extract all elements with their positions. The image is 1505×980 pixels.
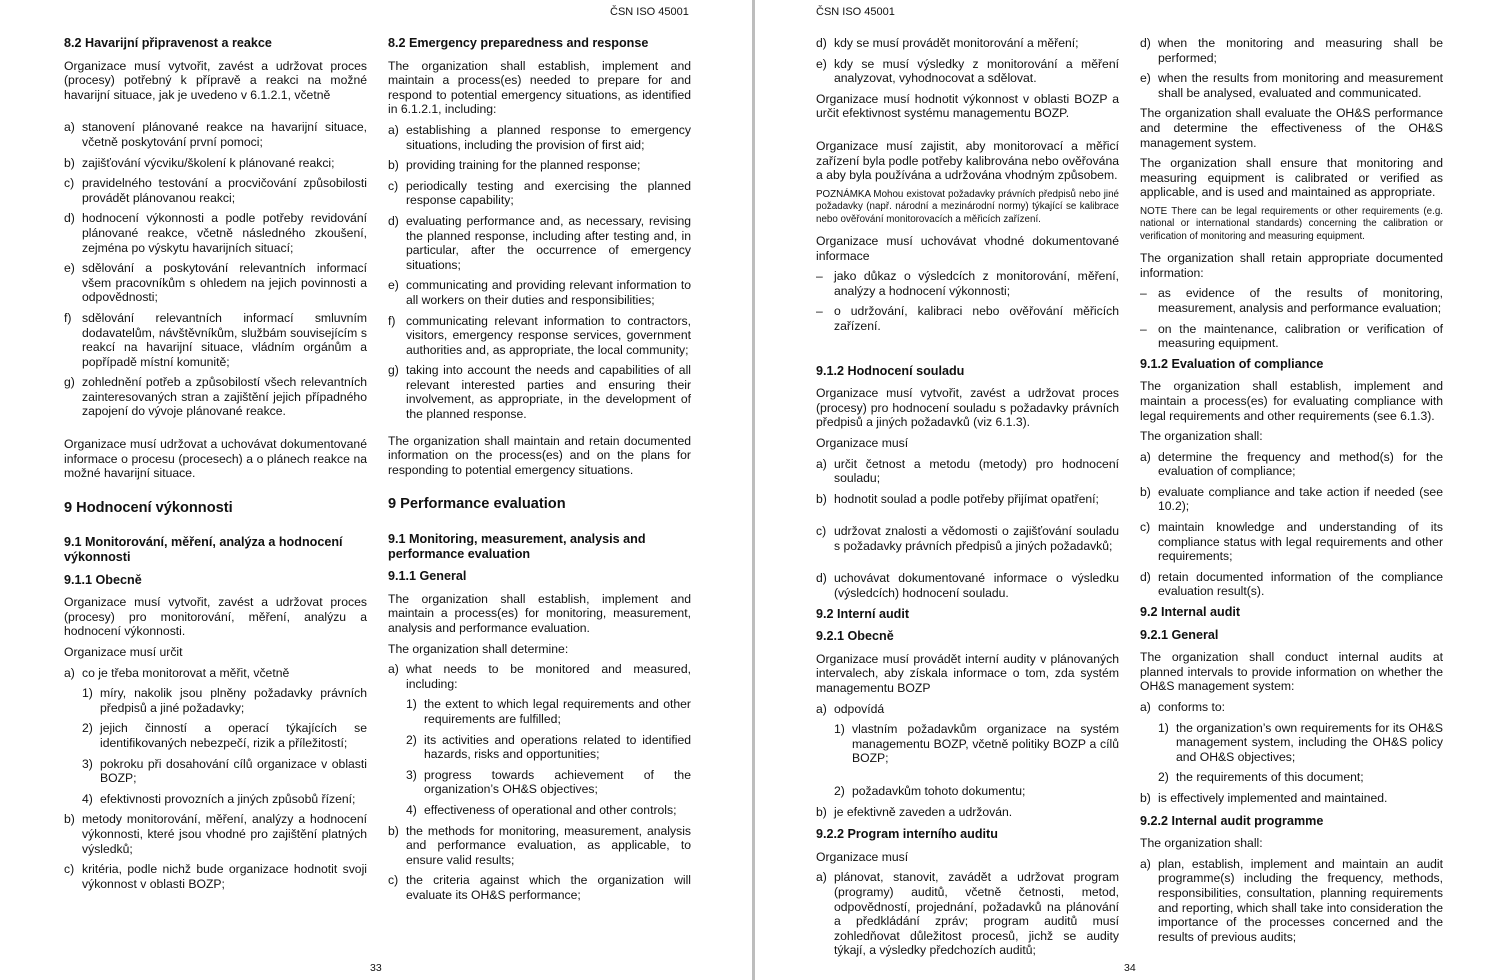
list-item: a) určit četnost a metodu (metody) pro hodnocení souladu; (816, 456, 1119, 486)
paragraph: Organizace musí zajistit, aby monitorovací a měřicí zařízení byla podle potřeby kalibrována nebo ověřována a aby byla používána a udržována vhodným způsobem. (816, 138, 1119, 183)
list-item: b) je efektivně zaveden a udržován. (816, 804, 1013, 819)
paragraph: The organization shall establish, implement and maintain a process(es) needed to prepare for and respond to potential emergency situations, as identified in 6.1.2.1, including: (388, 58, 691, 117)
paragraph: The organization shall: (1140, 836, 1263, 851)
list-item: f) communicating relevant information to contractors, visitors, emergency response services, government authorities and, as appropriate, the local community; (388, 313, 691, 357)
sub-list-item: 2) its activities and operations related to identified hazards, risks and opportunities; (406, 732, 691, 762)
list-item: a) establishing a planned response to emergency situations, including the provision of first aid; (388, 122, 691, 152)
paragraph: The organization shall ensure that monitoring and measuring equipment is calibrated or verified as applicable, and is used and maintained as appropriate. (1140, 156, 1443, 200)
sub-list-item: 2) the requirements of this document; (1158, 770, 1364, 785)
page-number: 34 (1124, 962, 1136, 974)
section-9-2-title: 9.2 Interní audit (816, 606, 910, 621)
section-8-2-title: 8.2 Havarijní připravenost a reakce (64, 36, 272, 50)
list-item: a) conforms to: (1140, 700, 1226, 714)
section-9-1-title: 9.1 Monitoring, measurement, analysis and performance evaluation (388, 532, 646, 561)
column-czech (64, 36, 367, 897)
section-9-1-1-title: 9.1.1 Obecně (64, 572, 142, 587)
sub-list-item: 2) jejich činností a operací týkajících se identifikovaných nebezpečí, rizik a příležitostí; (82, 721, 367, 750)
list-item: a) co je třeba monitorovat a měřit, včetně (64, 665, 290, 680)
list-item: a) plánovat, stanovit, zavádět a udržovat program (programy) auditů, včetně četnosti, metod, odpovědností, projednání, požadavků na plánování a předkládání zpráv; program auditů musí zohledňovat důležitost procesů, jichž se audity týkají, a výsledky předchozích auditů; (816, 870, 1119, 958)
list-item: – as evidence of the results of monitoring, measurement, analysis and performance evaluation; (1140, 286, 1443, 315)
paragraph: Organizace musí (816, 435, 909, 450)
column-english (1140, 36, 1443, 950)
list-item: b) evaluate compliance and take action if needed (see 10.2); (1140, 484, 1443, 514)
column-english (388, 36, 691, 909)
section-8-2-title: 8.2 Emergency preparedness and response (388, 36, 649, 50)
page-number: 33 (370, 962, 382, 974)
sub-list-item: 1) the organization’s own requirements for its OH&S management system, including the OH&S policy and OH&S objectives; (1158, 720, 1443, 764)
sub-list-item: 3) pokroku při dosahování cílů organizace v oblasti BOZP; (82, 756, 367, 786)
page-header: ČSN ISO 45001 (610, 6, 689, 18)
section-9-title: 9 Hodnocení výkonnosti (64, 499, 233, 516)
paragraph: The organization shall retain appropriate documented information: (1140, 251, 1443, 280)
list-item: a) determine the frequency and method(s) for the evaluation of compliance; (1140, 449, 1443, 479)
list-item: b) metody monitorování, měření, analýzy a hodnocení výkonnosti, které jsou vhodné pro zajištění platných výsledků; (64, 812, 367, 856)
list-item: g) zohlednění potřeb a způsobilostí všech relevantních zainteresovaných stran a zajištění jejich případného zapojení do vývoje plánované reakce. (64, 375, 367, 419)
list-item: c) pravidelného testování a procvičování způsobilosti provádět plánovanou reakci; (64, 176, 367, 205)
list-item: b) hodnotit soulad a podle potřeby přijímat opatření; (816, 491, 1099, 506)
list-item: g) taking into account the needs and capabilities of all relevant interested parties and ensuring their involvement, as appropriate, in the development of the planned response. (388, 363, 691, 422)
section-9-2-title: 9.2 Internal audit (1140, 605, 1241, 620)
list-item: d) retain documented information of the compliance evaluation result(s). (1140, 569, 1443, 599)
list-item: c) the criteria against which the organization will evaluate its OH&S performance; (388, 873, 691, 902)
paragraph: The organization shall evaluate the OH&S performance and determine the effectiveness of the OH&S management system. (1140, 106, 1443, 150)
paragraph: Organizace musí vytvořit, zavést a udržovat proces (procesy) pro hodnocení souladu s požadavky právních předpisů a jiných požadavků (viz 6.1.3). (816, 386, 1119, 430)
paragraph: Organizace musí uchovávat vhodné dokumentované informace (816, 233, 1119, 263)
list-item: – jako důkaz o výsledcích z monitorování, měření, analýzy a hodnocení výkonnosti; (816, 269, 1119, 298)
note: NOTE There can be legal requirements or other requirements (e.g. national or international standards) concerning the calibration or verification of monitoring and measuring equipment. (1140, 205, 1443, 242)
page-34 (756, 0, 1505, 980)
paragraph: Organizace musí vytvořit, zavést a udržovat proces (procesy) pro monitorování, měření, analýzu a hodnocení výkonnosti. (64, 595, 367, 639)
page-header: ČSN ISO 45001 (816, 6, 895, 18)
list-item: b) the methods for monitoring, measurement, analysis and performance evaluation, as applicable, to ensure valid results; (388, 823, 691, 867)
paragraph: Organizace musí hodnotit výkonnost v oblasti BOZP a určit efektivnost systému managementu BOZP. (816, 91, 1119, 121)
list-item: c) kritéria, podle nichž bude organizace hodnotit svoji výkonnost v oblasti BOZP; (64, 862, 367, 891)
list-item: – o udržování, kalibraci nebo ověřování měřicích zařízení. (816, 304, 1119, 333)
column-czech (816, 36, 1119, 964)
list-item: d) when the monitoring and measuring shall be performed; (1140, 36, 1443, 65)
list-item: c) udržovat znalosti a vědomosti o zajišťování souladu s požadavky právních předpisů a jiných požadavků; (816, 524, 1119, 553)
page-33 (0, 0, 752, 980)
list-item: d) evaluating performance and, as necessary, revising the planned response, including after testing and, in particular, after the occurrence of emergency situations; (388, 213, 691, 272)
list-item: d) kdy se musí provádět monitorování a měření; (816, 36, 1079, 50)
list-item: d) hodnocení výkonnosti a podle potřeby revidování plánované reakce, včetně následného zkoušení, zejména po výskytu havarijních situací; (64, 211, 367, 255)
paragraph: The organization shall determine: (388, 641, 569, 656)
paragraph: The organization shall conduct internal audits at planned intervals to provide information on whether the OH&S management system: (1140, 650, 1443, 694)
list-item: a) plan, establish, implement and maintain an audit programme(s) including the frequency, methods, responsibilities, consultation, planning requirements and reporting, which shall take into consideration the importance of the processes concerned and the results of previous audits; (1140, 856, 1443, 944)
section-9-1-1-title: 9.1.1 General (388, 569, 467, 584)
list-item: c) periodically testing and exercising the planned response capability; (388, 178, 691, 208)
paragraph: The organization shall maintain and retain documented information on the process(es) and on the plans for responding to potential emergency situations. (388, 433, 691, 477)
note: POZNÁMKA Mohou existovat požadavky právních předpisů nebo jiné požadavky (např. národní a mezinárodní normy) týkající se kalibrace nebo ověřování monitorovacích a měřicích zařízení. (816, 188, 1119, 225)
page-divider (752, 0, 755, 980)
paragraph: Organizace musí udržovat a uchovávat dokumentované informace o procesu (procesech) a o plánech reakce na možné havarijní situace. (64, 437, 367, 481)
paragraph: Organizace musí provádět interní audity v plánovaných intervalech, aby získala informace o tom, zda systém managementu BOZP (816, 651, 1119, 696)
paragraph: The organization shall: (1140, 429, 1263, 444)
list-item: a) odpovídá (816, 701, 885, 716)
list-item: b) zajišťování výcviku/školení k plánované reakci; (64, 155, 335, 170)
list-item: e) kdy se musí výsledky z monitorování a měření analyzovat, vyhodnocovat a sdělovat. (816, 56, 1119, 86)
list-item: a) stanovení plánované reakce na havarijní situace, včetně poskytování první pomoci; (64, 120, 367, 149)
sub-list-item: 1) míry, nakolik jsou plněny požadavky právních předpisů a jiné požadavky; (82, 686, 367, 715)
list-item: f) sdělování relevantních informací smluvním dodavatelům, návštěvníkům, službám souvisejícím s reakcí na havarijní situace, vládním orgánům a popřípadě místní komunitě; (64, 310, 367, 369)
list-item: e) sdělování a poskytování relevantních informací všem pracovníkům s ohledem na jejich povinnosti a odpovědnosti; (64, 261, 367, 305)
list-item: c) maintain knowledge and understanding of its compliance status with legal requirements and other requirements; (1140, 520, 1443, 564)
section-9-2-2-title: 9.2.2 Program interního auditu (816, 827, 998, 842)
section-9-2-1-title: 9.2.1 General (1140, 627, 1219, 642)
sub-list-item: 2) požadavkům tohoto dokumentu; (834, 784, 1026, 798)
paragraph: The organization shall establish, implement and maintain a process(es) for evaluating compliance with legal requirements and other requirements (see 6.1.3). (1140, 379, 1443, 423)
paragraph: Organizace musí vytvořit, zavést a udržovat proces (procesy) potřebný k přípravě a reakci na možné havarijní situace, jak je uvedeno v 6.1.2.1, včetně (64, 58, 367, 102)
list-item: e) when the results from monitoring and measurement shall be analysed, evaluated and communicated. (1140, 71, 1443, 100)
section-9-1-2-title: 9.1.2 Evaluation of compliance (1140, 356, 1324, 371)
sub-list-item: 4) effectiveness of operational and other controls; (406, 802, 677, 817)
list-item: d) uchovávat dokumentované informace o výsledku (výsledcích) hodnocení souladu. (816, 571, 1119, 601)
section-9-2-1-title: 9.2.1 Obecně (816, 629, 894, 644)
list-item: e) communicating and providing relevant information to all workers on their duties and responsibilities; (388, 278, 691, 307)
sub-list-item: 1) the extent to which legal requirements and other requirements are fulfilled; (406, 697, 691, 726)
sub-list-item: 4) efektivnosti provozních a jiných způsobů řízení; (82, 791, 356, 806)
section-9-1-2-title: 9.1.2 Hodnocení souladu (816, 363, 965, 378)
paragraph: Organizace musí (816, 849, 909, 864)
section-9-1-title: 9.1 Monitorování, měření, analýza a hodnocení výkonnosti (64, 535, 343, 565)
list-item: a) what needs to be monitored and measured, including: (388, 662, 691, 691)
list-item: – on the maintenance, calibration or verification of measuring equipment. (1140, 321, 1443, 351)
paragraph: The organization shall establish, implement and maintain a process(es) for monitoring, measurement, analysis and performance evaluation. (388, 591, 691, 635)
paragraph: Organizace musí určit (64, 645, 183, 659)
sub-list-item: 1) vlastním požadavkům organizace na systém managementu BOZP, včetně politiky BOZP a cílů BOZP; (834, 722, 1119, 766)
sub-list-item: 3) progress towards achievement of the organization’s OH&S objectives; (406, 767, 691, 797)
list-item: b) providing training for the planned response; (388, 158, 641, 173)
section-9-title: 9 Performance evaluation (388, 496, 566, 513)
list-item: b) is effectively implemented and maintained. (1140, 790, 1388, 805)
section-9-2-2-title: 9.2.2 Internal audit programme (1140, 813, 1324, 828)
